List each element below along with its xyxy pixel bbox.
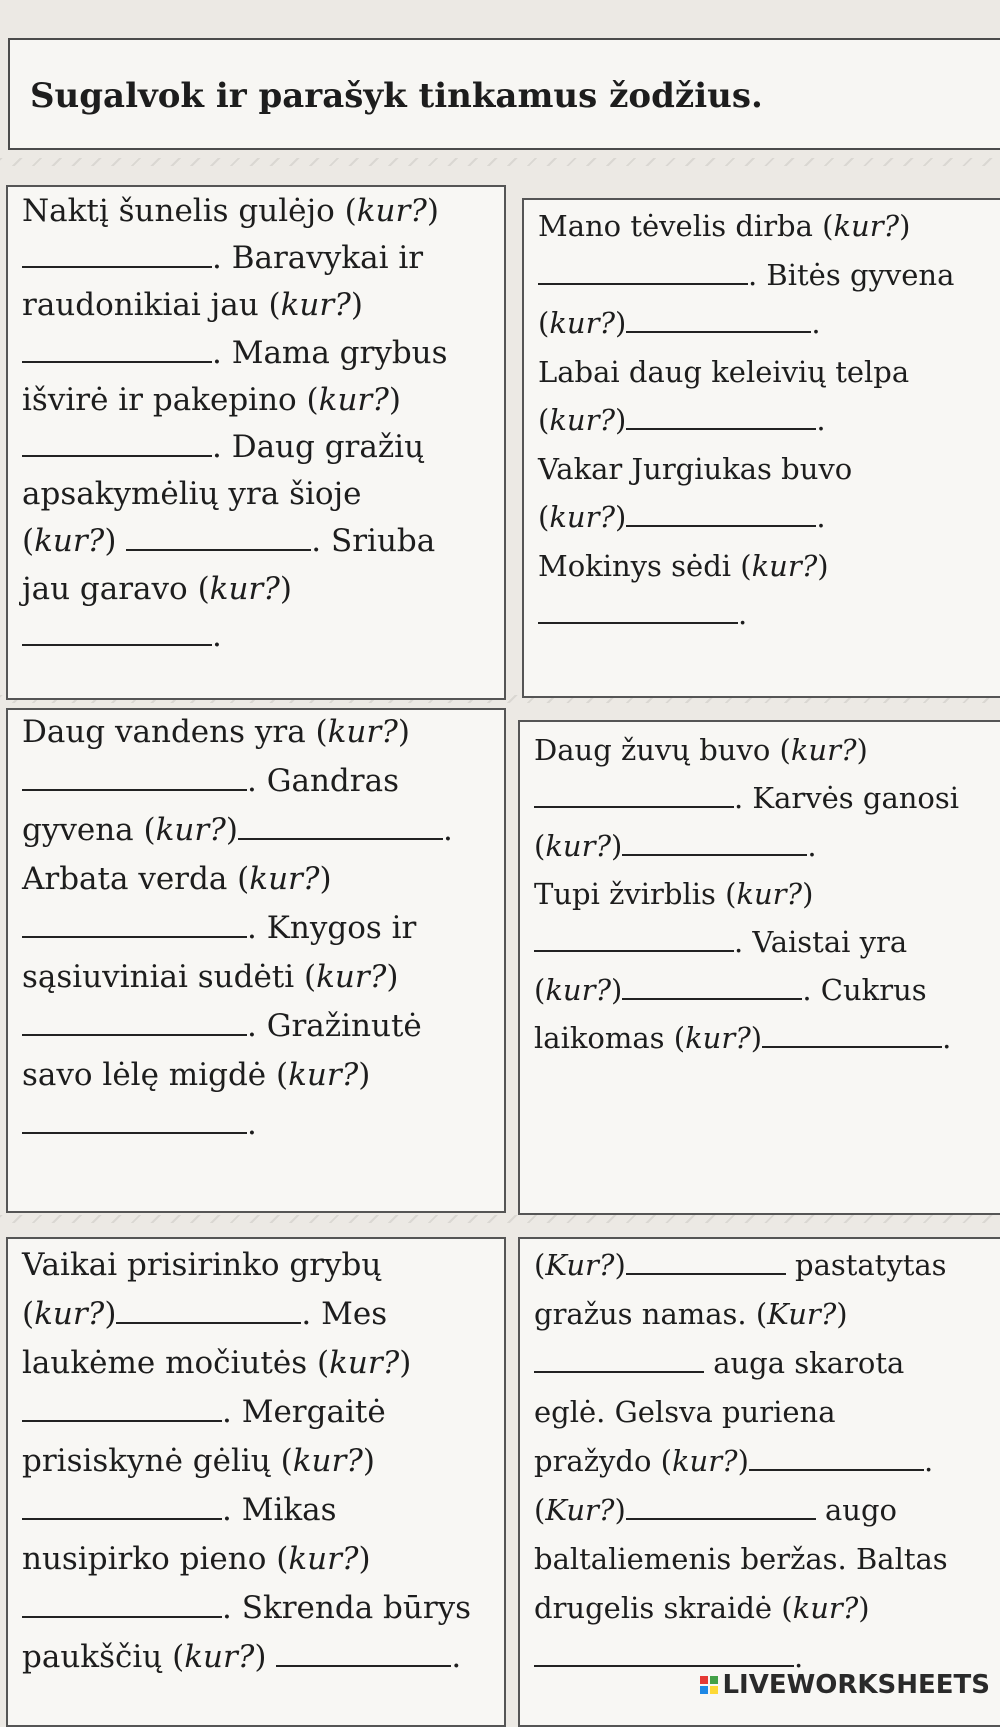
text-line	[22, 523, 435, 559]
answer-blank[interactable]	[749, 1445, 924, 1471]
question-word: Kur?	[545, 1248, 615, 1282]
text-line	[534, 828, 817, 864]
sentence-text: raudonikiai jau (	[22, 287, 281, 324]
sentence-text: Mano tėvelis dirba (	[538, 209, 834, 243]
question-word: kur?	[549, 403, 615, 437]
answer-blank[interactable]	[622, 830, 807, 856]
exercise-box-4	[518, 720, 1000, 1215]
sentence-text: )	[836, 1297, 848, 1331]
sentence-text: .	[247, 1106, 257, 1142]
sentence-text: . Karvės ganosi	[734, 781, 960, 815]
sentence-text: )	[817, 548, 829, 583]
sentence-text: gražus namas. (	[534, 1297, 768, 1331]
sentence-text: .	[794, 1640, 804, 1674]
logo-text: LIVEWORKSHEETS	[722, 1670, 990, 1700]
sentence-text: )	[279, 570, 292, 607]
sentence-text: . Mes	[301, 1296, 388, 1332]
sentence-text: )	[388, 381, 401, 418]
text-line	[22, 429, 424, 465]
sentence-text: )	[254, 1639, 277, 1675]
question-word: Kur?	[767, 1297, 837, 1331]
exercise-box-5	[6, 1237, 506, 1727]
text-line	[534, 732, 868, 768]
question-word: kur?	[736, 877, 803, 911]
text-line	[22, 861, 332, 897]
exercise-box-2	[522, 198, 1000, 698]
text-line	[22, 1590, 471, 1626]
sentence-text: . Gandras	[247, 763, 399, 799]
sentence-text: pastatytas	[785, 1248, 947, 1282]
answer-blank[interactable]	[276, 1641, 451, 1667]
text-line	[534, 780, 959, 816]
sentence-text: augo	[815, 1493, 897, 1527]
text-line	[22, 1443, 375, 1479]
answer-blank[interactable]	[626, 1494, 816, 1520]
question-word: kur?	[280, 287, 351, 324]
answer-blank[interactable]	[126, 525, 311, 551]
sentence-text: . Baravykai ir	[212, 240, 424, 277]
answer-blank[interactable]	[626, 307, 811, 333]
question-word: kur?	[549, 500, 615, 534]
sentence-text: )	[856, 733, 868, 767]
sentence-text: .	[942, 1021, 952, 1055]
answer-blank[interactable]	[762, 1022, 942, 1048]
text-line	[22, 1345, 411, 1381]
question-word: kur?	[316, 959, 387, 995]
answer-blank[interactable]	[238, 814, 443, 840]
text-line	[534, 1296, 848, 1332]
answer-blank[interactable]	[22, 1108, 247, 1134]
answer-blank[interactable]	[538, 259, 748, 285]
sentence-text: eglė. Gelsva puriena	[534, 1395, 836, 1429]
text-line	[22, 1394, 386, 1430]
text-line	[534, 1247, 947, 1283]
sentence-text: (	[534, 1493, 546, 1527]
question-word: Kur?	[545, 1493, 615, 1527]
sentence-text: (	[534, 829, 546, 863]
answer-blank[interactable]	[22, 1592, 222, 1618]
sentence-text: )	[225, 812, 238, 848]
sentence-text: jau garavo (	[22, 570, 210, 607]
answer-blank[interactable]	[534, 782, 734, 808]
sentence-text: )	[319, 861, 332, 897]
sentence-text: Vaikai prisirinko grybų	[22, 1247, 382, 1283]
question-word: kur?	[545, 973, 611, 1007]
answer-blank[interactable]	[22, 620, 212, 646]
question-word: kur?	[329, 1345, 400, 1381]
sentence-text: . Mikas	[222, 1492, 337, 1528]
sentence-text: .	[451, 1639, 462, 1675]
text-line	[22, 1008, 422, 1044]
sentence-text: . Sriuba	[311, 523, 436, 560]
liveworksheets-logo	[700, 1670, 990, 1700]
question-word: kur?	[671, 1444, 738, 1478]
text-line	[22, 240, 423, 276]
text-line	[538, 257, 954, 293]
question-word: kur?	[327, 714, 398, 750]
sentence-text: . Cukrus	[802, 973, 927, 1007]
question-word: kur?	[549, 306, 615, 340]
sentence-text: . Gražinutė	[247, 1008, 422, 1044]
text-line	[538, 305, 821, 341]
sentence-text: . Skrenda būrys	[222, 1590, 472, 1626]
answer-blank[interactable]	[22, 1010, 247, 1036]
sentence-text: )	[399, 1345, 412, 1381]
sentence-text: )	[614, 1493, 626, 1527]
question-word: kur?	[249, 861, 320, 897]
question-word: kur?	[209, 570, 280, 607]
sentence-text: )	[858, 1591, 870, 1625]
question-word: kur?	[790, 733, 857, 767]
answer-blank[interactable]	[622, 974, 802, 1000]
sentence-text: )	[802, 877, 814, 911]
sentence-text: )	[750, 1021, 763, 1055]
text-line	[534, 1541, 948, 1577]
answer-blank[interactable]	[22, 431, 212, 457]
question-word: kur?	[34, 1296, 105, 1332]
sentence-text: Arbata verda (	[22, 861, 250, 897]
question-word: kur?	[288, 1541, 359, 1577]
title-box	[8, 38, 1000, 150]
sentence-text: .	[816, 500, 826, 534]
answer-blank[interactable]	[116, 1298, 301, 1324]
sentence-text: .	[811, 306, 821, 340]
sentence-text: paukščių (	[22, 1639, 185, 1675]
question-word: kur?	[685, 1021, 751, 1055]
sentence-text: )	[397, 714, 410, 750]
answer-blank[interactable]	[22, 242, 212, 268]
sentence-text: )	[615, 500, 627, 534]
sentence-text: Daug žuvų buvo (	[534, 733, 791, 767]
answer-blank[interactable]	[534, 1641, 794, 1667]
sentence-text: . Knygos ir	[247, 910, 417, 946]
sentence-text: . Vaistai yra	[734, 925, 908, 959]
sentence-text: (	[538, 500, 550, 534]
sentence-text: pražydo (	[534, 1444, 672, 1478]
answer-blank[interactable]	[626, 501, 816, 527]
sentence-text: drugelis skraidė (	[534, 1591, 793, 1625]
sentence-text: Mokinys sėdi (	[538, 548, 752, 583]
sentence-text: (	[534, 1248, 546, 1282]
sentence-text: Vakar Jurgiukas buvo	[538, 451, 853, 486]
text-line	[22, 1639, 461, 1675]
text-line	[22, 1492, 337, 1528]
sentence-text: )	[614, 1248, 626, 1282]
sentence-text: sąsiuviniai sudėti (	[22, 959, 317, 995]
sentence-text: (	[538, 306, 550, 340]
sentence-text: )	[611, 973, 623, 1007]
sentence-text: .	[807, 829, 817, 863]
answer-blank[interactable]	[22, 912, 247, 938]
text-line	[534, 1020, 951, 1056]
text-line	[22, 714, 410, 750]
sentence-text: .	[738, 597, 748, 631]
text-line	[534, 876, 813, 912]
answer-blank[interactable]	[22, 1396, 222, 1422]
sentence-text: baltaliemenis beržas. Baltas	[534, 1542, 948, 1576]
sentence-text: išvirė ir pakepino (	[22, 381, 319, 418]
exercise-box-6	[518, 1237, 1000, 1727]
text-line	[22, 571, 292, 607]
sentence-text: prisiskynė gėlių (	[22, 1443, 293, 1479]
answer-blank[interactable]	[538, 598, 738, 624]
sentence-text: .	[212, 617, 222, 654]
text-line	[534, 1492, 897, 1528]
text-line	[22, 910, 416, 946]
sentence-text: )	[737, 1444, 749, 1478]
sentence-text: )	[362, 1443, 376, 1479]
answer-blank[interactable]	[22, 1494, 222, 1520]
text-line	[22, 193, 439, 229]
question-word: kur?	[155, 812, 226, 848]
answer-blank[interactable]	[534, 1347, 704, 1373]
text-line	[22, 287, 363, 323]
sentence-text: auga skarota	[704, 1346, 905, 1380]
question-word: kur?	[184, 1639, 255, 1675]
text-line	[22, 812, 453, 848]
question-word: kur?	[318, 381, 389, 418]
sentence-text: apsakymėlių yra šioje	[22, 476, 362, 513]
question-word: kur?	[545, 829, 611, 863]
text-line	[534, 1590, 870, 1626]
sentence-text: )	[615, 403, 627, 437]
page-title: Sugalvok ir parašyk tinkamus žodžius.	[30, 76, 763, 116]
question-word: kur?	[792, 1591, 859, 1625]
sentence-text: laukėme močiutės (	[22, 1345, 330, 1381]
text-line	[534, 1394, 835, 1430]
sentence-text: )	[358, 1057, 371, 1093]
sentence-text: )	[350, 287, 363, 324]
sentence-text: )	[611, 829, 623, 863]
sentence-text: )	[426, 193, 440, 229]
sentence-text: . Daug gražių	[212, 429, 425, 465]
text-line	[538, 208, 910, 244]
question-word: kur?	[34, 523, 105, 560]
sentence-text: Daug vandens yra (	[22, 714, 328, 750]
sentence-text: )	[386, 959, 399, 995]
text-line	[22, 1296, 387, 1332]
sentence-text: .	[816, 403, 826, 437]
sentence-text: Naktį šunelis gulėjo (	[22, 193, 357, 229]
text-line	[22, 618, 222, 654]
exercise-box-1	[6, 185, 506, 700]
question-word: kur?	[833, 209, 900, 243]
sentence-text: (	[22, 523, 35, 560]
question-word: kur?	[292, 1443, 363, 1479]
text-line	[534, 924, 907, 960]
question-word: kur?	[288, 1057, 359, 1093]
text-line	[538, 596, 747, 632]
question-word: kur?	[751, 548, 818, 583]
text-line	[22, 382, 401, 418]
sentence-text: )	[899, 209, 911, 243]
answer-blank[interactable]	[626, 1249, 786, 1275]
answer-blank[interactable]	[626, 404, 816, 430]
sentence-text: Labai daug keleivių telpa	[538, 354, 910, 389]
answer-blank[interactable]	[22, 765, 247, 791]
text-line	[538, 451, 852, 487]
sentence-text: . Mergaitė	[222, 1394, 386, 1430]
sentence-text: )	[104, 1296, 117, 1332]
sentence-text: . Mama grybus	[212, 334, 448, 371]
text-line	[538, 402, 826, 438]
text-line	[22, 1541, 371, 1577]
text-line	[534, 1443, 933, 1479]
question-word: kur?	[356, 193, 427, 229]
sentence-text: .	[923, 1444, 934, 1478]
text-line	[534, 1345, 904, 1381]
logo-icon	[700, 1676, 718, 1694]
text-line	[22, 1057, 370, 1093]
text-line	[538, 354, 909, 390]
sentence-text: (	[22, 1296, 35, 1332]
sentence-text: laikomas (	[534, 1021, 686, 1055]
text-line	[22, 335, 448, 371]
sentence-text: )	[104, 523, 127, 560]
answer-blank[interactable]	[22, 337, 212, 363]
text-line	[22, 763, 399, 799]
sentence-text: .	[442, 812, 453, 848]
sentence-text: savo lėlę migdė (	[22, 1057, 289, 1093]
text-line	[538, 548, 829, 584]
sentence-text: (	[534, 973, 546, 1007]
text-line	[534, 972, 927, 1008]
text-line	[22, 476, 362, 512]
text-line	[22, 959, 398, 995]
sentence-text: (	[538, 403, 550, 437]
exercise-box-3	[6, 708, 506, 1213]
text-line	[22, 1106, 257, 1142]
fold-line	[0, 1215, 1000, 1223]
sentence-text: nusipirko pieno (	[22, 1541, 289, 1577]
sentence-text: )	[358, 1541, 371, 1577]
sentence-text: gyvena (	[22, 812, 156, 848]
text-line	[538, 499, 826, 535]
sentence-text: )	[615, 306, 627, 340]
answer-blank[interactable]	[534, 926, 734, 952]
sentence-text: Tupi žvirblis (	[534, 877, 737, 911]
fold-line	[0, 158, 1000, 166]
sentence-text: . Bitės gyvena	[748, 257, 955, 292]
text-line	[22, 1247, 381, 1283]
